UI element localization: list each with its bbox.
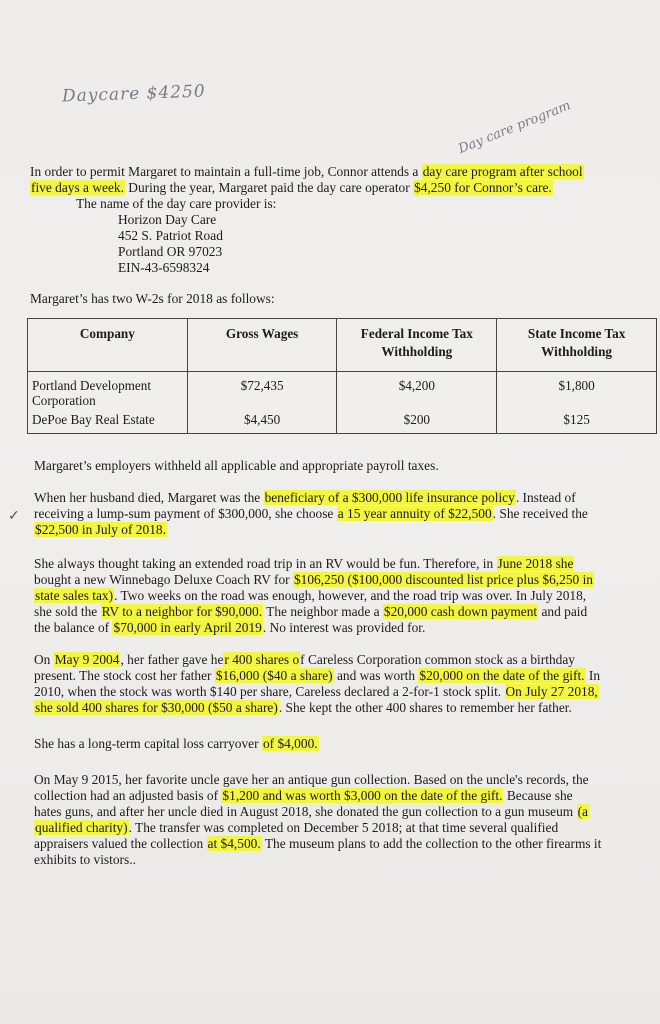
insurance-line-3: $22,500 in July of 2018. [35, 522, 166, 537]
cell-state: $125 [497, 410, 657, 434]
cell-federal: $4,200 [337, 372, 497, 411]
stock-line-4: she sold 400 shares for $30,000 ($50 a share). She kept the other 400 shares to remember her father. [35, 700, 572, 715]
handwritten-note-side: Day care program [456, 98, 573, 157]
col-header-company: Company [28, 319, 188, 372]
rv-line-4: she sold the RV to a neighbor for $90,000. The neighbor made a $20,000 cash down payment and paid [34, 604, 588, 619]
provider-name: Horizon Day Care [118, 212, 217, 227]
rv-line-5: the balance of $70,000 in early April 2019. No interest was provided for. [34, 620, 426, 635]
gun-line-3: hates guns, and after her uncle died in August 2018, she donated the gun collection to a gun museum (a [34, 804, 588, 819]
table-row [28, 372, 657, 411]
cell-federal: $200 [337, 410, 497, 434]
cell-gross: $72,435 [187, 372, 337, 411]
w2-table [27, 318, 657, 434]
rv-line-1: She always thought taking an extended road trip in an RV would be fun. Therefore, in June 2018 she [34, 556, 574, 571]
carryover-paragraph: She has a long-term capital loss carryover of $4,000. [34, 736, 318, 751]
cell-company: DePoe Bay Real Estate [28, 410, 188, 434]
gun-line-4: qualified charity). The transfer was completed on December 5 2018; at that time several qualified [35, 820, 559, 835]
rv-line-2: bought a new Winnebago Deluxe Coach RV for $106,250 ($100,000 discounted list price plus $6,250 in [34, 572, 593, 587]
gun-line-1: On May 9 2015, her favorite uncle gave her an antique gun collection. Based on the uncle's records, the [34, 772, 589, 787]
provider-street: 452 S. Patriot Road [118, 228, 223, 243]
col-header-gross-wages: Gross Wages [187, 319, 337, 372]
cell-gross: $4,450 [187, 410, 337, 434]
cell-company: Portland Development Corporation [28, 372, 188, 411]
gun-line-6: exhibits to vistors.. [34, 852, 136, 867]
insurance-line-2: receiving a lump-sum payment of $300,000, she choose a 15 year annuity of $22,500. She received the [34, 506, 588, 521]
stock-line-1: On May 9 2004, her father gave her 400 shares of Careless Corporation common stock as a birthday [34, 652, 575, 667]
provider-ein: EIN-43-6598324 [118, 260, 210, 275]
cell-state: $1,800 [497, 372, 657, 411]
intro-line-2: five days a week. During the year, Margaret paid the day care operator $4,250 for Connor’s care. [31, 180, 552, 195]
check-mark-icon: ✓ [8, 509, 20, 524]
intro-line-1: In order to permit Margaret to maintain a full-time job, Connor attends a day care program after school [30, 164, 583, 179]
w2-header-row [28, 319, 657, 372]
stock-line-3: 2010, when the stock was worth $140 per share, Careless declared a 2-for-1 stock split. On July 27 2018, [34, 684, 598, 699]
intro-line-3: The name of the day care provider is: [76, 196, 277, 211]
insurance-line-1: When her husband died, Margaret was the beneficiary of a $300,000 life insurance policy. Instead of [34, 490, 576, 505]
gun-line-2: collection had an adjusted basis of $1,200 and was worth $3,000 on the date of the gift. Because she [34, 788, 573, 803]
w2-intro: Margaret’s has two W-2s for 2018 as follows: [30, 291, 275, 306]
gun-line-5: appraisers valued the collection at $4,500. The museum plans to add the collection to the other firearms it [34, 836, 602, 851]
handwritten-note-top: Daycare $4250 [61, 81, 207, 107]
provider-city: Portland OR 97023 [118, 244, 223, 259]
withheld-paragraph: Margaret’s employers withheld all applicable and appropriate payroll taxes. [34, 458, 439, 473]
table-row [28, 410, 657, 434]
col-header-state-withholding: State Income Tax Withholding [497, 319, 657, 372]
rv-line-3: state sales tax). Two weeks on the road was enough, however, and the road trip was over. In July 2018, [35, 588, 587, 603]
stock-line-2: present. The stock cost her father $16,000 ($40 a share) and was worth $20,000 on the date of the gift. In [34, 668, 601, 683]
col-header-federal-withholding: Federal Income Tax Withholding [337, 319, 497, 372]
